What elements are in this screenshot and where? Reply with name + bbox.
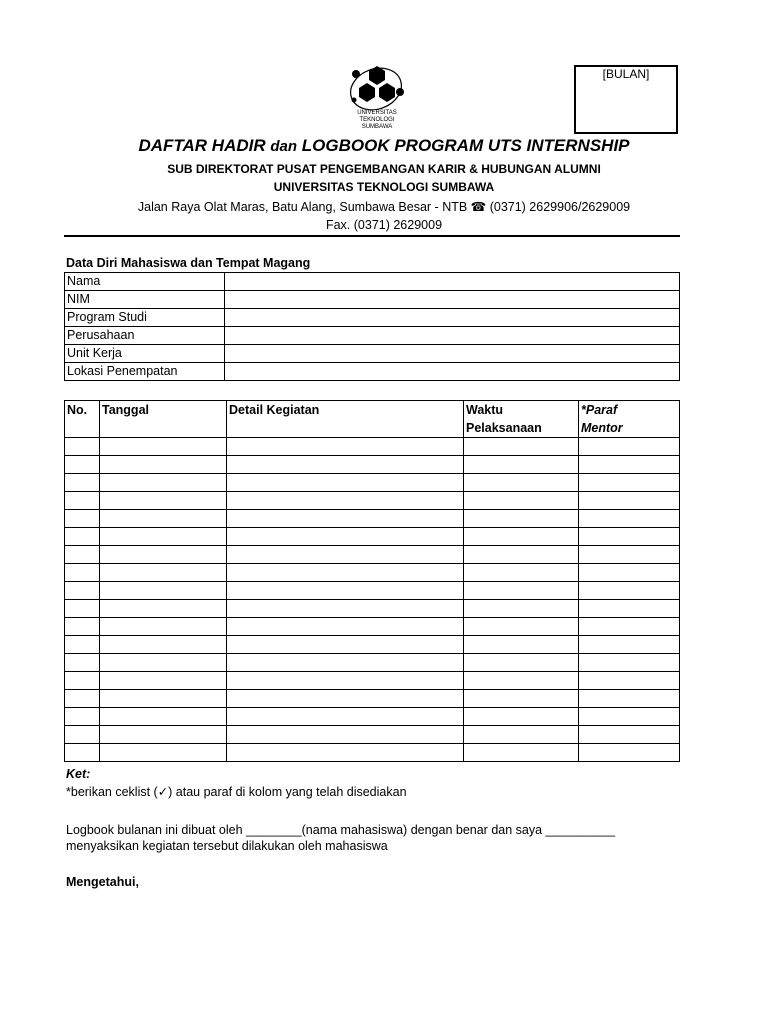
- field-value[interactable]: [225, 273, 680, 291]
- log-cell[interactable]: [464, 546, 579, 564]
- log-cell[interactable]: [227, 546, 464, 564]
- log-cell[interactable]: [464, 528, 579, 546]
- university-logo: [346, 62, 408, 136]
- log-cell[interactable]: [579, 726, 680, 744]
- log-cell[interactable]: [100, 600, 227, 618]
- log-cell[interactable]: [65, 600, 100, 618]
- log-cell[interactable]: [100, 528, 227, 546]
- title-part-1: DAFTAR HADIR: [138, 136, 271, 155]
- logo-line-1: UNIVERSITAS: [357, 110, 397, 116]
- log-cell[interactable]: [100, 672, 227, 690]
- col-time-header-line-2: Pelaksanaan: [466, 421, 542, 435]
- log-cell[interactable]: [464, 492, 579, 510]
- log-cell[interactable]: [464, 474, 579, 492]
- col-time-header-line-1: Waktu: [466, 403, 504, 417]
- log-cell[interactable]: [100, 654, 227, 672]
- header-divider: [64, 235, 680, 237]
- log-cell[interactable]: [464, 510, 579, 528]
- log-cell[interactable]: [227, 582, 464, 600]
- log-cell[interactable]: [100, 510, 227, 528]
- log-cell[interactable]: [227, 600, 464, 618]
- log-cell[interactable]: [100, 726, 227, 744]
- log-cell[interactable]: [579, 690, 680, 708]
- field-value[interactable]: [225, 363, 680, 381]
- log-cell[interactable]: [227, 618, 464, 636]
- log-row: [65, 492, 680, 510]
- info-row-nama: [65, 273, 680, 291]
- log-row: [65, 474, 680, 492]
- log-row: [65, 672, 680, 690]
- log-cell[interactable]: [579, 546, 680, 564]
- log-cell[interactable]: [100, 474, 227, 492]
- log-cell[interactable]: [464, 672, 579, 690]
- log-cell[interactable]: [579, 672, 680, 690]
- log-cell[interactable]: [579, 564, 680, 582]
- log-row: [65, 690, 680, 708]
- logo-line-3: SUMBAWA: [361, 124, 393, 130]
- log-row: [65, 636, 680, 654]
- field-label: NIM: [65, 291, 225, 309]
- log-cell[interactable]: [100, 708, 227, 726]
- log-cell[interactable]: [227, 690, 464, 708]
- statement-line-1: Logbook bulanan ini dibuat oleh ________(nama mahasiswa) dengan benar dan saya __________: [66, 823, 616, 837]
- field-value[interactable]: [225, 345, 680, 363]
- month-label: [BULAN]: [602, 67, 650, 81]
- statement: [66, 822, 666, 854]
- col-sign-header: [579, 401, 680, 438]
- log-cell[interactable]: [464, 456, 579, 474]
- field-value[interactable]: [225, 309, 680, 327]
- log-cell[interactable]: [579, 708, 680, 726]
- log-cell[interactable]: [579, 528, 680, 546]
- log-cell[interactable]: [65, 726, 100, 744]
- log-row: [65, 456, 680, 474]
- logbook-header-row: [65, 401, 680, 438]
- col-detail-header: Detail Kegiatan: [227, 401, 464, 438]
- field-label: Program Studi: [65, 309, 225, 327]
- log-cell[interactable]: [579, 510, 680, 528]
- log-cell[interactable]: [227, 564, 464, 582]
- field-value[interactable]: [225, 327, 680, 345]
- log-row: [65, 744, 680, 762]
- log-cell[interactable]: [65, 546, 100, 564]
- ket-label: Ket:: [66, 767, 91, 781]
- log-row: [65, 618, 680, 636]
- log-row: [65, 564, 680, 582]
- log-row: [65, 510, 680, 528]
- log-cell[interactable]: [464, 438, 579, 456]
- log-cell[interactable]: [65, 582, 100, 600]
- log-row: [65, 600, 680, 618]
- info-row-perusahaan: [65, 327, 680, 345]
- log-cell[interactable]: [464, 726, 579, 744]
- log-row: [65, 438, 680, 456]
- title-dan: dan: [270, 138, 298, 155]
- log-cell[interactable]: [464, 582, 579, 600]
- log-cell[interactable]: [100, 438, 227, 456]
- field-label: Unit Kerja: [65, 345, 225, 363]
- log-cell[interactable]: [100, 636, 227, 654]
- statement-line-2: menyaksikan kegiatan tersebut dilakukan oleh mahasiswa: [66, 839, 388, 853]
- log-row: [65, 708, 680, 726]
- log-cell[interactable]: [227, 456, 464, 474]
- log-cell[interactable]: [227, 474, 464, 492]
- log-cell[interactable]: [579, 744, 680, 762]
- log-cell[interactable]: [65, 636, 100, 654]
- log-cell[interactable]: [65, 618, 100, 636]
- field-label: Perusahaan: [65, 327, 225, 345]
- log-cell[interactable]: [464, 744, 579, 762]
- log-cell[interactable]: [227, 510, 464, 528]
- log-cell[interactable]: [464, 654, 579, 672]
- log-cell[interactable]: [65, 492, 100, 510]
- col-time-header: [464, 401, 579, 438]
- log-cell[interactable]: [100, 582, 227, 600]
- info-row-unit-kerja: [65, 345, 680, 363]
- log-cell[interactable]: [65, 708, 100, 726]
- log-row: [65, 546, 680, 564]
- log-cell[interactable]: [579, 474, 680, 492]
- log-cell[interactable]: [227, 528, 464, 546]
- log-cell[interactable]: [227, 672, 464, 690]
- log-cell[interactable]: [65, 672, 100, 690]
- log-cell[interactable]: [65, 654, 100, 672]
- log-row: [65, 726, 680, 744]
- col-sign-header-line-1: *Paraf: [581, 403, 618, 417]
- log-cell[interactable]: [464, 564, 579, 582]
- fax-line: Fax. (0371) 2629009: [325, 218, 443, 232]
- logo-line-2: TEKNOLOGI: [359, 117, 395, 123]
- log-cell[interactable]: [227, 636, 464, 654]
- log-cell[interactable]: [65, 564, 100, 582]
- log-cell[interactable]: [65, 438, 100, 456]
- document-title: [0, 136, 768, 156]
- log-cell[interactable]: [579, 654, 680, 672]
- title-part-2: LOGBOOK PROGRAM UTS INTERNSHIP: [297, 136, 630, 155]
- col-date-header: Tanggal: [100, 401, 227, 438]
- log-cell[interactable]: [100, 546, 227, 564]
- info-row-program-studi: [65, 309, 680, 327]
- log-cell[interactable]: [464, 600, 579, 618]
- log-cell[interactable]: [579, 600, 680, 618]
- logbook-table: [64, 400, 680, 762]
- log-cell[interactable]: [100, 744, 227, 762]
- log-cell[interactable]: [65, 474, 100, 492]
- subtitle-directorate: SUB DIREKTORAT PUSAT PENGEMBANGAN KARIR & HUBUNGAN ALUMNI: [167, 162, 601, 176]
- log-cell[interactable]: [100, 690, 227, 708]
- log-cell[interactable]: [227, 708, 464, 726]
- field-label: Lokasi Penempatan: [65, 363, 225, 381]
- log-cell[interactable]: [100, 564, 227, 582]
- checklist-note: *berikan ceklist (✓) atau paraf di kolom yang telah disediakan: [66, 785, 407, 799]
- address-line: Jalan Raya Olat Maras, Batu Alang, Sumbawa Besar - NTB ☎ (0371) 2629906/2629009: [137, 200, 631, 214]
- field-value[interactable]: [225, 291, 680, 309]
- log-cell[interactable]: [100, 618, 227, 636]
- subtitle-university: UNIVERSITAS TEKNOLOGI SUMBAWA: [273, 180, 495, 194]
- info-row-lokasi: [65, 363, 680, 381]
- log-row: [65, 582, 680, 600]
- log-cell[interactable]: [464, 618, 579, 636]
- log-cell[interactable]: [579, 618, 680, 636]
- log-cell[interactable]: [227, 744, 464, 762]
- log-cell[interactable]: [227, 492, 464, 510]
- log-cell[interactable]: [65, 510, 100, 528]
- log-cell[interactable]: [579, 492, 680, 510]
- info-row-nim: [65, 291, 680, 309]
- field-label: Nama: [65, 273, 225, 291]
- log-cell[interactable]: [227, 726, 464, 744]
- log-cell[interactable]: [227, 654, 464, 672]
- log-cell[interactable]: [464, 708, 579, 726]
- logbook-body: [65, 438, 680, 762]
- col-no-header: No.: [65, 401, 100, 438]
- log-row: [65, 654, 680, 672]
- log-cell[interactable]: [65, 528, 100, 546]
- col-sign-header-line-2: Mentor: [581, 421, 623, 435]
- log-cell[interactable]: [100, 492, 227, 510]
- log-cell[interactable]: [100, 456, 227, 474]
- log-cell[interactable]: [579, 456, 680, 474]
- log-cell[interactable]: [65, 744, 100, 762]
- log-row: [65, 528, 680, 546]
- log-cell[interactable]: [227, 438, 464, 456]
- student-section-title: Data Diri Mahasiswa dan Tempat Magang: [66, 256, 311, 270]
- log-cell[interactable]: [464, 636, 579, 654]
- student-info-table: [64, 272, 680, 381]
- log-cell[interactable]: [464, 690, 579, 708]
- log-cell[interactable]: [579, 438, 680, 456]
- month-box: [574, 65, 678, 134]
- log-cell[interactable]: [579, 582, 680, 600]
- log-cell[interactable]: [65, 456, 100, 474]
- log-cell[interactable]: [65, 690, 100, 708]
- acknowledged-label: Mengetahui,: [66, 875, 139, 889]
- log-cell[interactable]: [579, 636, 680, 654]
